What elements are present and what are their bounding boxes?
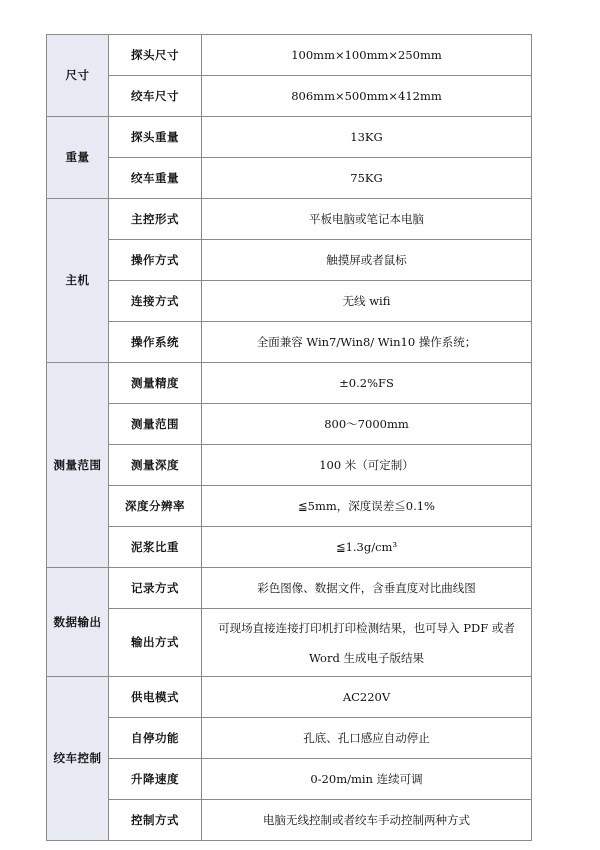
item-cell: 泥浆比重 [109, 527, 202, 568]
value-cell: ≦5mm，深度误差≦0.1% [202, 486, 532, 527]
table-row [47, 158, 532, 199]
item-cell: 操作系统 [109, 322, 202, 363]
table-row [47, 800, 532, 841]
item-cell: 操作方式 [109, 240, 202, 281]
item-cell: 自停功能 [109, 718, 202, 759]
item-cell: 探头重量 [109, 117, 202, 158]
table-row [47, 609, 532, 677]
item-cell: 测量范围 [109, 404, 202, 445]
item-cell: 升降速度 [109, 759, 202, 800]
value-cell: 13KG [202, 117, 532, 158]
table-row [47, 240, 532, 281]
item-cell: 探头尺寸 [109, 35, 202, 76]
table-row [47, 677, 532, 718]
item-cell: 连接方式 [109, 281, 202, 322]
category-cell: 数据输出 [47, 568, 109, 677]
category-cell: 尺寸 [47, 35, 109, 117]
value-cell: 孔底、孔口感应自动停止 [202, 718, 532, 759]
value-cell: 触摸屏或者鼠标 [202, 240, 532, 281]
table-row [47, 199, 532, 240]
table-row [47, 486, 532, 527]
category-cell: 重量 [47, 117, 109, 199]
table-row [47, 35, 532, 76]
value-cell: 75KG [202, 158, 532, 199]
item-cell: 深度分辨率 [109, 486, 202, 527]
table-row [47, 322, 532, 363]
item-cell: 供电模式 [109, 677, 202, 718]
value-cell: 电脑无线控制或者绞车手动控制两种方式 [202, 800, 532, 841]
category-cell: 绞车控制 [47, 677, 109, 841]
table-row [47, 445, 532, 486]
item-cell: 测量深度 [109, 445, 202, 486]
category-cell: 测量范围 [47, 363, 109, 568]
value-cell: 全面兼容 Win7/Win8/ Win10 操作系统； [202, 322, 532, 363]
item-cell: 测量精度 [109, 363, 202, 404]
table-row [47, 404, 532, 445]
table-row [47, 76, 532, 117]
category-cell: 主机 [47, 199, 109, 363]
item-cell: 记录方式 [109, 568, 202, 609]
table-row [47, 363, 532, 404]
value-cell: AC220V [202, 677, 532, 718]
table-row [47, 718, 532, 759]
item-cell: 控制方式 [109, 800, 202, 841]
value-cell: 100mm×100mm×250mm [202, 35, 532, 76]
value-cell: 806mm×500mm×412mm [202, 76, 532, 117]
value-cell: 可现场直接连接打印机打印检测结果，也可导入 PDF 或者 Word 生成电子版结果 [202, 609, 532, 677]
item-cell: 主控形式 [109, 199, 202, 240]
value-cell: ≦1.3g/cm³ [202, 527, 532, 568]
item-cell: 绞车尺寸 [109, 76, 202, 117]
value-cell: ±0.2%FS [202, 363, 532, 404]
table-row [47, 759, 532, 800]
item-cell: 输出方式 [109, 609, 202, 677]
value-cell: 无线 wifi [202, 281, 532, 322]
value-cell: 平板电脑或笔记本电脑 [202, 199, 532, 240]
value-cell: 800～7000mm [202, 404, 532, 445]
table-row [47, 117, 532, 158]
value-cell: 彩色图像、数据文件，含垂直度对比曲线图 [202, 568, 532, 609]
item-cell: 绞车重量 [109, 158, 202, 199]
value-cell: 100 米（可定制） [202, 445, 532, 486]
spec-table [46, 34, 532, 841]
table-row [47, 527, 532, 568]
table-row [47, 568, 532, 609]
value-cell: 0-20m/min 连续可调 [202, 759, 532, 800]
table-row [47, 281, 532, 322]
